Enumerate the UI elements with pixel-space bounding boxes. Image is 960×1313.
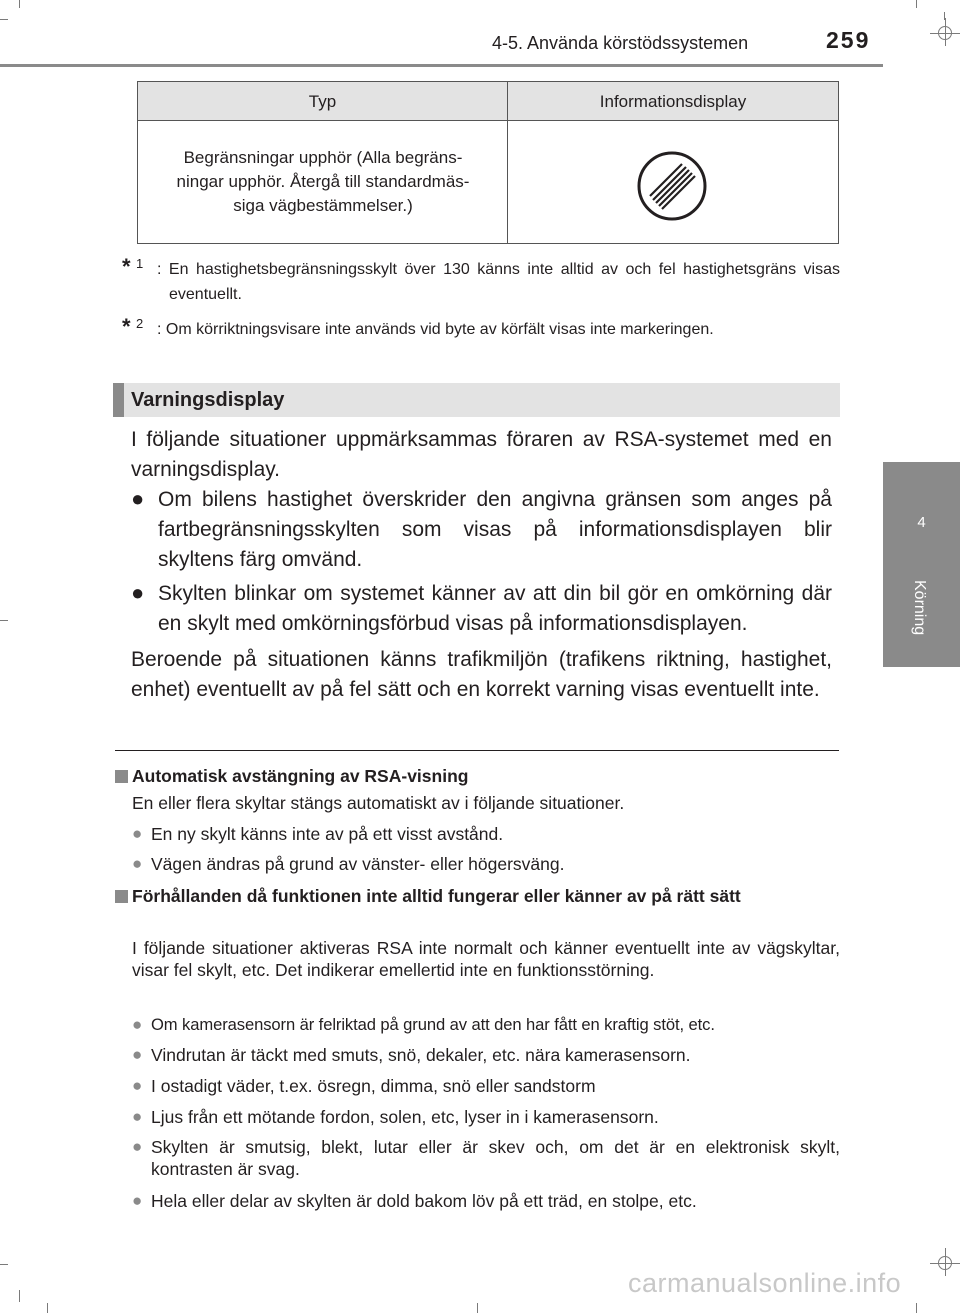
crop-mark xyxy=(930,1263,960,1264)
table-cell-type: Begränsningar upphör (Alla begräns- ningar upphör. Återgå till standardmäs- siga vägbestämmelser.) xyxy=(176,148,470,215)
info-heading-auto-off xyxy=(115,765,840,787)
chapter-name: Körning xyxy=(911,580,928,636)
footnote-text: : Om körriktningsvisare inte används vid byte av körfält visas inte markeringen. xyxy=(157,321,714,338)
footnote-1 xyxy=(122,254,840,307)
header-rule xyxy=(0,64,883,67)
square-bullet-icon xyxy=(115,890,128,903)
warning-bullet xyxy=(131,485,832,575)
sign-type-table xyxy=(137,81,839,244)
crop-mark xyxy=(0,1264,8,1265)
info-heading-text: Förhållanden då funktionen inte alltid fungerar eller känner av på rätt sätt xyxy=(132,886,741,906)
crop-mark xyxy=(0,19,8,20)
bullet-dot-icon: ● xyxy=(131,580,145,605)
chapter-number: 4 xyxy=(917,514,926,531)
info-bullet xyxy=(132,853,840,875)
warning-bullet xyxy=(131,579,832,639)
crop-mark xyxy=(19,0,20,8)
info-bullet-text: Vindrutan är täckt med smuts, snö, dekaler, etc. nära kamerasensorn. xyxy=(151,1045,691,1065)
warning-bullet-text: Om bilens hastighet överskrider den angivna gränsen som anges på fartbegränsningsskylten som visas på informationsdisplayen blir skyltens färg omvänd. xyxy=(158,488,832,571)
bullet-dot-icon: ● xyxy=(132,1015,143,1034)
footnote-mark: * xyxy=(122,314,131,339)
info-bullet xyxy=(132,1075,840,1097)
section-heading xyxy=(113,383,840,417)
chapter-side-tab xyxy=(883,462,960,667)
crop-mark xyxy=(916,1303,917,1313)
bullet-dot-icon: ● xyxy=(132,1076,143,1095)
crop-mark xyxy=(47,1303,48,1313)
info-bullet-text: I ostadigt väder, t.ex. ösregn, dimma, snö eller sandstorm xyxy=(151,1076,596,1096)
warning-outro: Beroende på situationen känns trafikmiljön (trafikens riktning, hastighet, enhet) eventuellt av på fel sätt och en korrekt varning visas eventuellt inte. xyxy=(131,648,832,701)
info-heading-conditions xyxy=(115,885,840,907)
crop-mark xyxy=(945,1248,946,1276)
info-bullet xyxy=(132,1136,840,1180)
crop-mark xyxy=(945,18,946,46)
section-title: 4-5. Använda körstödssystemen xyxy=(492,33,749,53)
end-of-restrictions-sign-icon xyxy=(636,150,708,227)
info-bullet-text: En ny skylt känns inte av på ett visst avstånd. xyxy=(151,824,504,844)
heading-accent-bar xyxy=(113,383,124,417)
info-bullet xyxy=(132,1014,840,1036)
footnote-mark: * xyxy=(122,254,131,279)
table-column-divider xyxy=(507,82,508,243)
warning-bullet-text: Skylten blinkar om systemet känner av att din bil gör en omkörning där en skylt med omkörningsförbud visas på informationsdisplayen. xyxy=(158,582,832,635)
bullet-dot-icon: ● xyxy=(132,1137,143,1156)
watermark: carmanualsonline.info xyxy=(628,1268,902,1298)
warning-intro: I följande situationer uppmärksammas föraren av RSA-systemet med en varningsdisplay. xyxy=(131,428,832,481)
info-bullet xyxy=(132,1106,840,1128)
section-divider xyxy=(115,750,839,751)
bullet-dot-icon: ● xyxy=(132,824,143,843)
info-body-conditions: I följande situationer aktiveras RSA inte normalt och känner eventuellt inte av vägskyltar, visar fel skylt, etc. Det indikerar emellertid inte en funktionsstörning. xyxy=(132,938,840,980)
table-header-row xyxy=(138,82,838,121)
crop-mark xyxy=(477,1303,478,1313)
footnote-number: 1 xyxy=(136,256,144,271)
square-bullet-icon xyxy=(115,770,128,783)
info-bullet-text: Skylten är smutsig, blekt, lutar eller är skev och, om det är en elektronisk skylt, kontrasten är svag. xyxy=(151,1137,840,1179)
bullet-dot-icon: ● xyxy=(131,486,145,511)
bullet-dot-icon: ● xyxy=(132,1045,143,1064)
bullet-dot-icon: ● xyxy=(132,854,143,873)
info-heading-text: Automatisk avstängning av RSA-visning xyxy=(132,766,469,786)
table-header-type: Typ xyxy=(308,92,337,111)
info-body-auto-off: En eller flera skyltar stängs automatiskt av i följande situationer. xyxy=(132,793,625,813)
info-bullet-text: Ljus från ett mötande fordon, solen, etc, lyser in i kamerasensorn. xyxy=(151,1107,659,1127)
info-bullet xyxy=(132,823,840,845)
crop-mark xyxy=(19,1290,20,1302)
bullet-dot-icon: ● xyxy=(132,1191,143,1210)
footnote-number: 2 xyxy=(136,316,144,331)
info-bullet xyxy=(132,1190,840,1212)
section-heading-text: Varningsdisplay xyxy=(131,389,285,411)
info-bullet-text: Om kamerasensorn är felriktad på grund av att den har fått en kraftig stöt, etc. xyxy=(151,1015,715,1034)
crop-mark xyxy=(0,620,8,621)
info-bullet-text: Hela eller delar av skylten är dold bakom löv på ett träd, en stolpe, etc. xyxy=(151,1191,697,1211)
info-bullet-text: Vägen ändras på grund av vänster- eller högersväng. xyxy=(151,854,565,874)
crop-mark xyxy=(930,33,960,34)
bullet-dot-icon: ● xyxy=(132,1107,143,1126)
table-header-display: Informationsdisplay xyxy=(599,92,747,111)
footnote-text: : En hastighetsbegränsningsskylt över 130 känns inte alltid av och fel hastighetsgräns visas eventuellt. xyxy=(157,261,840,303)
footnote-2 xyxy=(122,314,840,342)
crop-mark xyxy=(916,0,917,8)
page-number: 259 xyxy=(826,27,871,53)
info-bullet xyxy=(132,1044,840,1066)
